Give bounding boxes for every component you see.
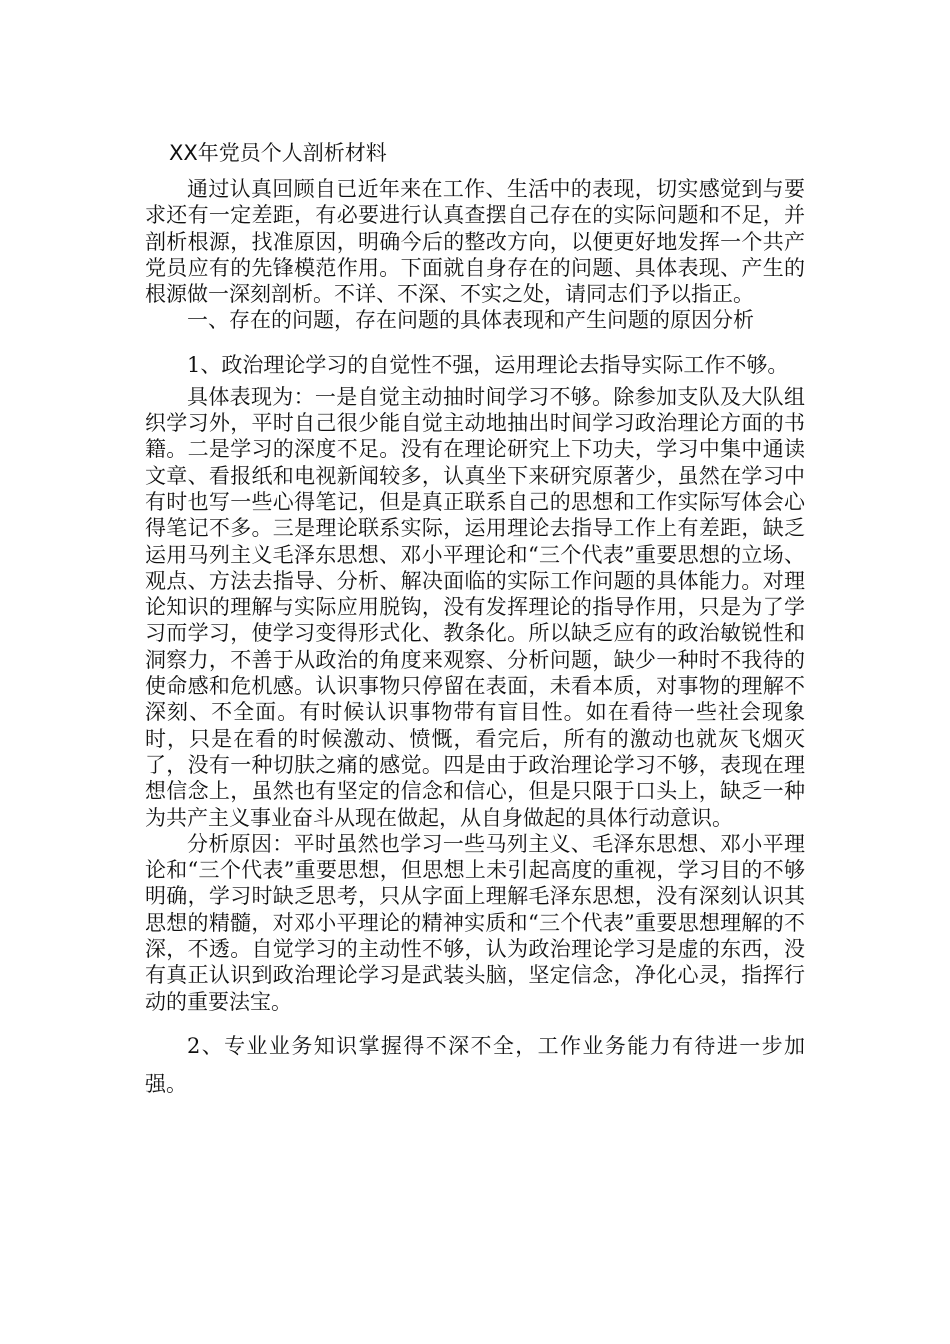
document-page (145, 128, 805, 1103)
item-1-heading: 1、政治理论学习的自觉性不强，运用理论去指导实际工作不够。 (187, 352, 789, 377)
section-heading: 一、存在的问题，存在问题的具体表现和产生问题的原因分析 (187, 308, 754, 333)
item-1-reason: 分析原因：平时虽然也学习一些马列主义、毛泽东思想、邓小平理论和“三个代表”重要思想，但思想上未引起高度的重视，学习目的不够明确，学习时缺乏思考，只从字面上理解毛泽东思想，没有深刻认识其思想的精髓，对邓小平理论的精神实质和“三个代表”重要思想理解的不深，不透。自觉学习的主动性不够，认为政治理论学习是虚的东西，没有真正认识到政治理论学习是武装头脑，坚定信念，净化心灵，指挥行动的重要法宝。 (145, 831, 805, 1014)
item-1-detail: 具体表现为：一是自觉主动抽时间学习不够。除参加支队及大队组织学习外，平时自己很少能自觉主动地抽出时间学习政治理论方面的书籍。二是学习的深度不足。没有在理论研究上下功夫，学习中集中通读文章、看报纸和电视新闻较多，认真坐下来研究原著少，虽然在学习中有时也写一些心得笔记，但是真正联系自己的思想和工作实际写体会心得笔记不多。三是理论联系实际，运用理论去指导工作上有差距，缺乏运用马列主义毛泽东思想、邓小平理论和“三个代表”重要思想的立场、观点、方法去指导、分析、解决面临的实际工作问题的具体能力。对理论知识的理解与实际应用脱钩，没有发挥理论的指导作用，只是为了学习而学习，使学习变得形式化、教条化。所以缺乏应有的政治敏锐性和洞察力，不善于从政治的角度来观察、分析问题，缺少一种时不我待的使命感和危机感。认识事物只停留在表面，未看本质，对事物的理解不深刻、不全面。有时候认识事物带有盲目性。如在看待一些社会现象时，只是在看的时候激动、愤慨，看完后，所有的激动也就灰飞烟灭了，没有一种切肤之痛的感觉。四是由于政治理论学习不够，表现在理想信念上，虽然也有坚定的信念和信心，但是只限于口头上，缺乏一种为共产主义事业奋斗从现在做起，从自身做起的具体行动意识。 (145, 384, 805, 830)
document-title: XX年党员个人剖析材料 (169, 141, 387, 165)
item-2-heading: 2、专业业务知识掌握得不深不全，工作业务能力有待进一步加强。 (145, 1033, 805, 1096)
intro-paragraph: 通过认真回顾自已近年来在工作、生活中的表现，切实感觉到与要求还有一定差距，有必要进行认真查摆自己存在的实际问题和不足，并剖析根源，找准原因，明确今后的整改方向，以便更好地发挥一个共产党员应有的先锋模范作用。下面就自身存在的问题、具体表现、产生的根源做一深刻剖析。不详、不深、不实之处，请同志们予以指正。 (145, 177, 805, 307)
